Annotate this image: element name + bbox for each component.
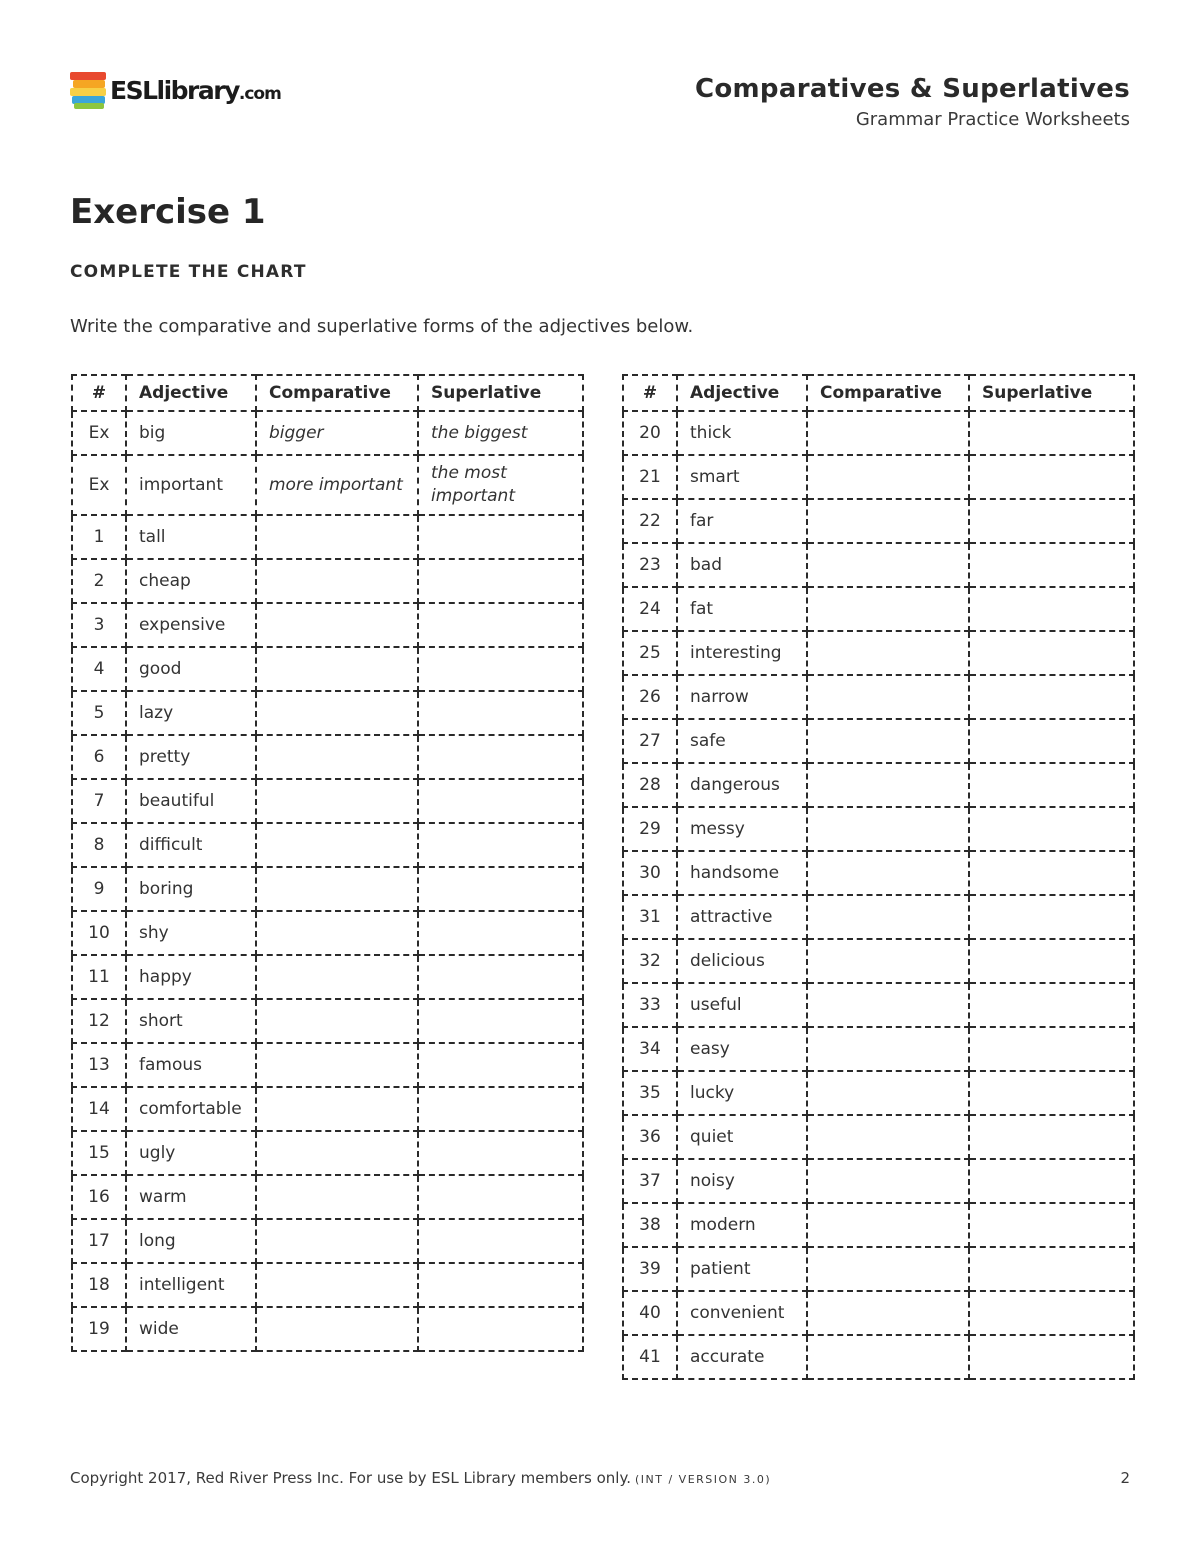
table-row [623,675,1134,719]
header-comparative: Comparative [256,375,418,411]
section-heading: COMPLETE THE CHART [70,262,307,282]
row-adjective: thick [677,411,807,455]
exercise-title: Exercise 1 [70,192,266,232]
row-adjective: bad [677,543,807,587]
table-row [72,603,583,647]
row-num: 7 [72,779,126,823]
row-adjective: dangerous [677,763,807,807]
row-adjective: boring [126,867,256,911]
superlative-answer-cell[interactable] [418,999,583,1043]
table-row [623,807,1134,851]
row-adjective: accurate [677,1335,807,1379]
row-adjective: comfortable [126,1087,256,1131]
table-row [623,631,1134,675]
superlative-answer-cell[interactable] [969,1027,1134,1071]
row-adjective: intelligent [126,1263,256,1307]
table-row [623,983,1134,1027]
books-stack-icon [70,70,106,110]
comparative-answer-cell[interactable] [807,1203,969,1247]
comparative-answer-cell[interactable] [256,1219,418,1263]
comparative-answer-cell[interactable] [807,631,969,675]
row-adjective: pretty [126,735,256,779]
logo-name: ESLlibrary [110,75,239,105]
chart-table-left [71,374,584,1352]
comparative-answer-cell[interactable] [807,939,969,983]
row-num: 20 [623,411,677,455]
row-num: 18 [72,1263,126,1307]
row-adjective: lucky [677,1071,807,1115]
superlative-answer-cell[interactable] [969,1159,1134,1203]
row-num: 21 [623,455,677,499]
row-adjective: fat [677,587,807,631]
document-header [695,74,1130,130]
superlative-answer-cell[interactable] [418,1131,583,1175]
comparative-answer-cell[interactable] [807,675,969,719]
row-num: 26 [623,675,677,719]
row-num: 31 [623,895,677,939]
comparative-answer-cell[interactable] [256,911,418,955]
row-num: 1 [72,515,126,559]
table-row [623,1291,1134,1335]
comparative-answer-cell[interactable] [256,1131,418,1175]
superlative-answer-cell[interactable] [969,1335,1134,1379]
row-num: 17 [72,1219,126,1263]
comparative-answer-cell[interactable] [807,499,969,543]
superlative-answer-cell[interactable] [418,1219,583,1263]
comparative-answer-cell[interactable] [807,543,969,587]
comparative-answer-cell[interactable] [807,1247,969,1291]
comparative-answer-cell[interactable] [807,1115,969,1159]
row-num: 32 [623,939,677,983]
row-num: 3 [72,603,126,647]
header-comparative: Comparative [807,375,969,411]
row-adjective: easy [677,1027,807,1071]
row-num: 40 [623,1291,677,1335]
example-row [72,455,583,515]
comparative-answer-cell[interactable] [256,515,418,559]
comparative-answer-cell[interactable] [256,1263,418,1307]
document-title: Comparatives & Superlatives [695,74,1130,104]
superlative-answer-cell[interactable] [969,807,1134,851]
comparative-answer-cell[interactable] [807,1291,969,1335]
row-adjective: smart [677,455,807,499]
superlative-answer-cell[interactable] [418,955,583,999]
row-adjective: shy [126,911,256,955]
comparative-answer-cell[interactable] [807,763,969,807]
superlative-answer-cell[interactable] [418,735,583,779]
example-comparative: bigger [256,411,418,455]
row-adjective: important [126,455,256,515]
row-adjective: expensive [126,603,256,647]
row-adjective: tall [126,515,256,559]
table-row [72,1263,583,1307]
header-adjective: Adjective [126,375,256,411]
table-row [623,411,1134,455]
table-row [623,1115,1134,1159]
superlative-answer-cell[interactable] [418,691,583,735]
superlative-answer-cell[interactable] [969,983,1134,1027]
superlative-answer-cell[interactable] [418,911,583,955]
superlative-answer-cell[interactable] [969,411,1134,455]
comparative-answer-cell[interactable] [807,851,969,895]
comparative-answer-cell[interactable] [256,867,418,911]
table-row [72,955,583,999]
superlative-answer-cell[interactable] [969,939,1134,983]
row-adjective: beautiful [126,779,256,823]
superlative-answer-cell[interactable] [969,719,1134,763]
row-adjective: handsome [677,851,807,895]
row-num: 25 [623,631,677,675]
row-num: 14 [72,1087,126,1131]
row-adjective: patient [677,1247,807,1291]
row-adjective: warm [126,1175,256,1219]
superlative-answer-cell[interactable] [969,587,1134,631]
comparative-answer-cell[interactable] [256,647,418,691]
superlative-answer-cell[interactable] [418,1087,583,1131]
comparative-answer-cell[interactable] [256,1175,418,1219]
comparative-answer-cell[interactable] [807,807,969,851]
table-row [72,779,583,823]
table-row [623,1071,1134,1115]
comparative-answer-cell[interactable] [256,603,418,647]
table-row [623,851,1134,895]
row-adjective: cheap [126,559,256,603]
row-adjective: short [126,999,256,1043]
row-num: 29 [623,807,677,851]
superlative-answer-cell[interactable] [418,867,583,911]
table-row [72,735,583,779]
row-num: 28 [623,763,677,807]
superlative-answer-cell[interactable] [969,1291,1134,1335]
row-num: 30 [623,851,677,895]
page-number: 2 [1120,1469,1130,1487]
table-row [623,719,1134,763]
table-row [72,1175,583,1219]
table-row [623,1027,1134,1071]
comparative-answer-cell[interactable] [256,823,418,867]
row-num: 4 [72,647,126,691]
row-num: 41 [623,1335,677,1379]
superlative-answer-cell[interactable] [969,543,1134,587]
comparative-answer-cell[interactable] [256,779,418,823]
row-adjective: difficult [126,823,256,867]
row-num: 38 [623,1203,677,1247]
table-row [72,823,583,867]
row-adjective: safe [677,719,807,763]
superlative-answer-cell[interactable] [418,515,583,559]
logo-wordmark [110,76,281,105]
row-adjective: quiet [677,1115,807,1159]
superlative-answer-cell[interactable] [418,823,583,867]
superlative-answer-cell[interactable] [418,1043,583,1087]
row-adjective: wide [126,1307,256,1351]
row-adjective: interesting [677,631,807,675]
row-num: 19 [72,1307,126,1351]
table-row [72,1307,583,1351]
table-row [72,911,583,955]
row-adjective: attractive [677,895,807,939]
table-row [72,999,583,1043]
comparative-answer-cell[interactable] [807,411,969,455]
row-adjective: delicious [677,939,807,983]
example-superlative: the most important [418,455,583,515]
comparative-answer-cell[interactable] [256,559,418,603]
superlative-answer-cell[interactable] [969,631,1134,675]
table-header-row [623,375,1134,411]
row-adjective: long [126,1219,256,1263]
superlative-answer-cell[interactable] [418,559,583,603]
row-adjective: lazy [126,691,256,735]
row-num: 33 [623,983,677,1027]
comparative-answer-cell[interactable] [256,1307,418,1351]
header-num: # [72,375,126,411]
comparative-answer-cell[interactable] [807,1071,969,1115]
copyright-text: Copyright 2017, Red River Press Inc. For use by ESL Library members only. [70,1469,631,1487]
row-num: 23 [623,543,677,587]
table-row [623,543,1134,587]
example-comparative: more important [256,455,418,515]
example-row [72,411,583,455]
superlative-answer-cell[interactable] [969,455,1134,499]
row-adjective: far [677,499,807,543]
row-num: 5 [72,691,126,735]
row-num: Ex [72,411,126,455]
table-row [72,1219,583,1263]
row-adjective: useful [677,983,807,1027]
comparative-answer-cell[interactable] [807,587,969,631]
table-row [623,1203,1134,1247]
row-num: 24 [623,587,677,631]
table-row [623,895,1134,939]
row-adjective: big [126,411,256,455]
table-row [72,1043,583,1087]
comparative-answer-cell[interactable] [256,691,418,735]
table-row [623,763,1134,807]
table-row [623,1159,1134,1203]
row-num: 35 [623,1071,677,1115]
superlative-answer-cell[interactable] [418,779,583,823]
superlative-answer-cell[interactable] [418,603,583,647]
table-row [623,939,1134,983]
table-row [72,691,583,735]
row-adjective: messy [677,807,807,851]
superlative-answer-cell[interactable] [969,1115,1134,1159]
row-num: 13 [72,1043,126,1087]
row-adjective: narrow [677,675,807,719]
table-row [623,455,1134,499]
header-superlative: Superlative [969,375,1134,411]
superlative-answer-cell[interactable] [418,1263,583,1307]
row-num: 8 [72,823,126,867]
row-num: 10 [72,911,126,955]
row-adjective: modern [677,1203,807,1247]
row-num: 39 [623,1247,677,1291]
row-num: Ex [72,455,126,515]
row-num: 37 [623,1159,677,1203]
row-num: 11 [72,955,126,999]
comparative-answer-cell[interactable] [256,1043,418,1087]
instructions: Write the comparative and superlative forms of the adjectives below. [70,316,694,337]
comparative-answer-cell[interactable] [256,955,418,999]
version-label: (INT / VERSION 3.0) [634,1473,772,1486]
superlative-answer-cell[interactable] [969,1071,1134,1115]
table-row [623,587,1134,631]
table-row [623,499,1134,543]
row-adjective: good [126,647,256,691]
superlative-answer-cell[interactable] [418,647,583,691]
row-adjective: ugly [126,1131,256,1175]
superlative-answer-cell[interactable] [969,1247,1134,1291]
row-num: 22 [623,499,677,543]
table-row [72,559,583,603]
row-num: 16 [72,1175,126,1219]
superlative-answer-cell[interactable] [969,763,1134,807]
header-num: # [623,375,677,411]
row-num: 12 [72,999,126,1043]
table-row [72,867,583,911]
row-adjective: happy [126,955,256,999]
footer-copyright [70,1469,771,1487]
superlative-answer-cell[interactable] [969,1203,1134,1247]
row-adjective: noisy [677,1159,807,1203]
comparative-answer-cell[interactable] [256,1087,418,1131]
table-row [72,1131,583,1175]
comparative-answer-cell[interactable] [807,719,969,763]
header-adjective: Adjective [677,375,807,411]
superlative-answer-cell[interactable] [969,499,1134,543]
table-row [72,515,583,559]
row-num: 9 [72,867,126,911]
superlative-answer-cell[interactable] [969,895,1134,939]
comparative-answer-cell[interactable] [807,1027,969,1071]
example-superlative: the biggest [418,411,583,455]
superlative-answer-cell[interactable] [969,675,1134,719]
comparative-answer-cell[interactable] [807,1335,969,1379]
table-row [623,1335,1134,1379]
comparative-answer-cell[interactable] [807,455,969,499]
comparative-answer-cell[interactable] [256,735,418,779]
row-adjective: famous [126,1043,256,1087]
comparative-answer-cell[interactable] [807,1159,969,1203]
superlative-answer-cell[interactable] [418,1307,583,1351]
comparative-answer-cell[interactable] [256,999,418,1043]
superlative-answer-cell[interactable] [969,851,1134,895]
row-num: 27 [623,719,677,763]
comparative-answer-cell[interactable] [807,895,969,939]
row-num: 36 [623,1115,677,1159]
table-row [623,1247,1134,1291]
comparative-answer-cell[interactable] [807,983,969,1027]
chart-table-right [622,374,1135,1380]
table-row [72,647,583,691]
document-subtitle: Grammar Practice Worksheets [855,109,1130,130]
row-num: 6 [72,735,126,779]
row-num: 34 [623,1027,677,1071]
logo-suffix: .com [238,83,281,104]
esl-library-logo [70,70,281,110]
table-row [72,1087,583,1131]
row-adjective: convenient [677,1291,807,1335]
table-header-row [72,375,583,411]
header-superlative: Superlative [418,375,583,411]
row-num: 15 [72,1131,126,1175]
superlative-answer-cell[interactable] [418,1175,583,1219]
row-num: 2 [72,559,126,603]
